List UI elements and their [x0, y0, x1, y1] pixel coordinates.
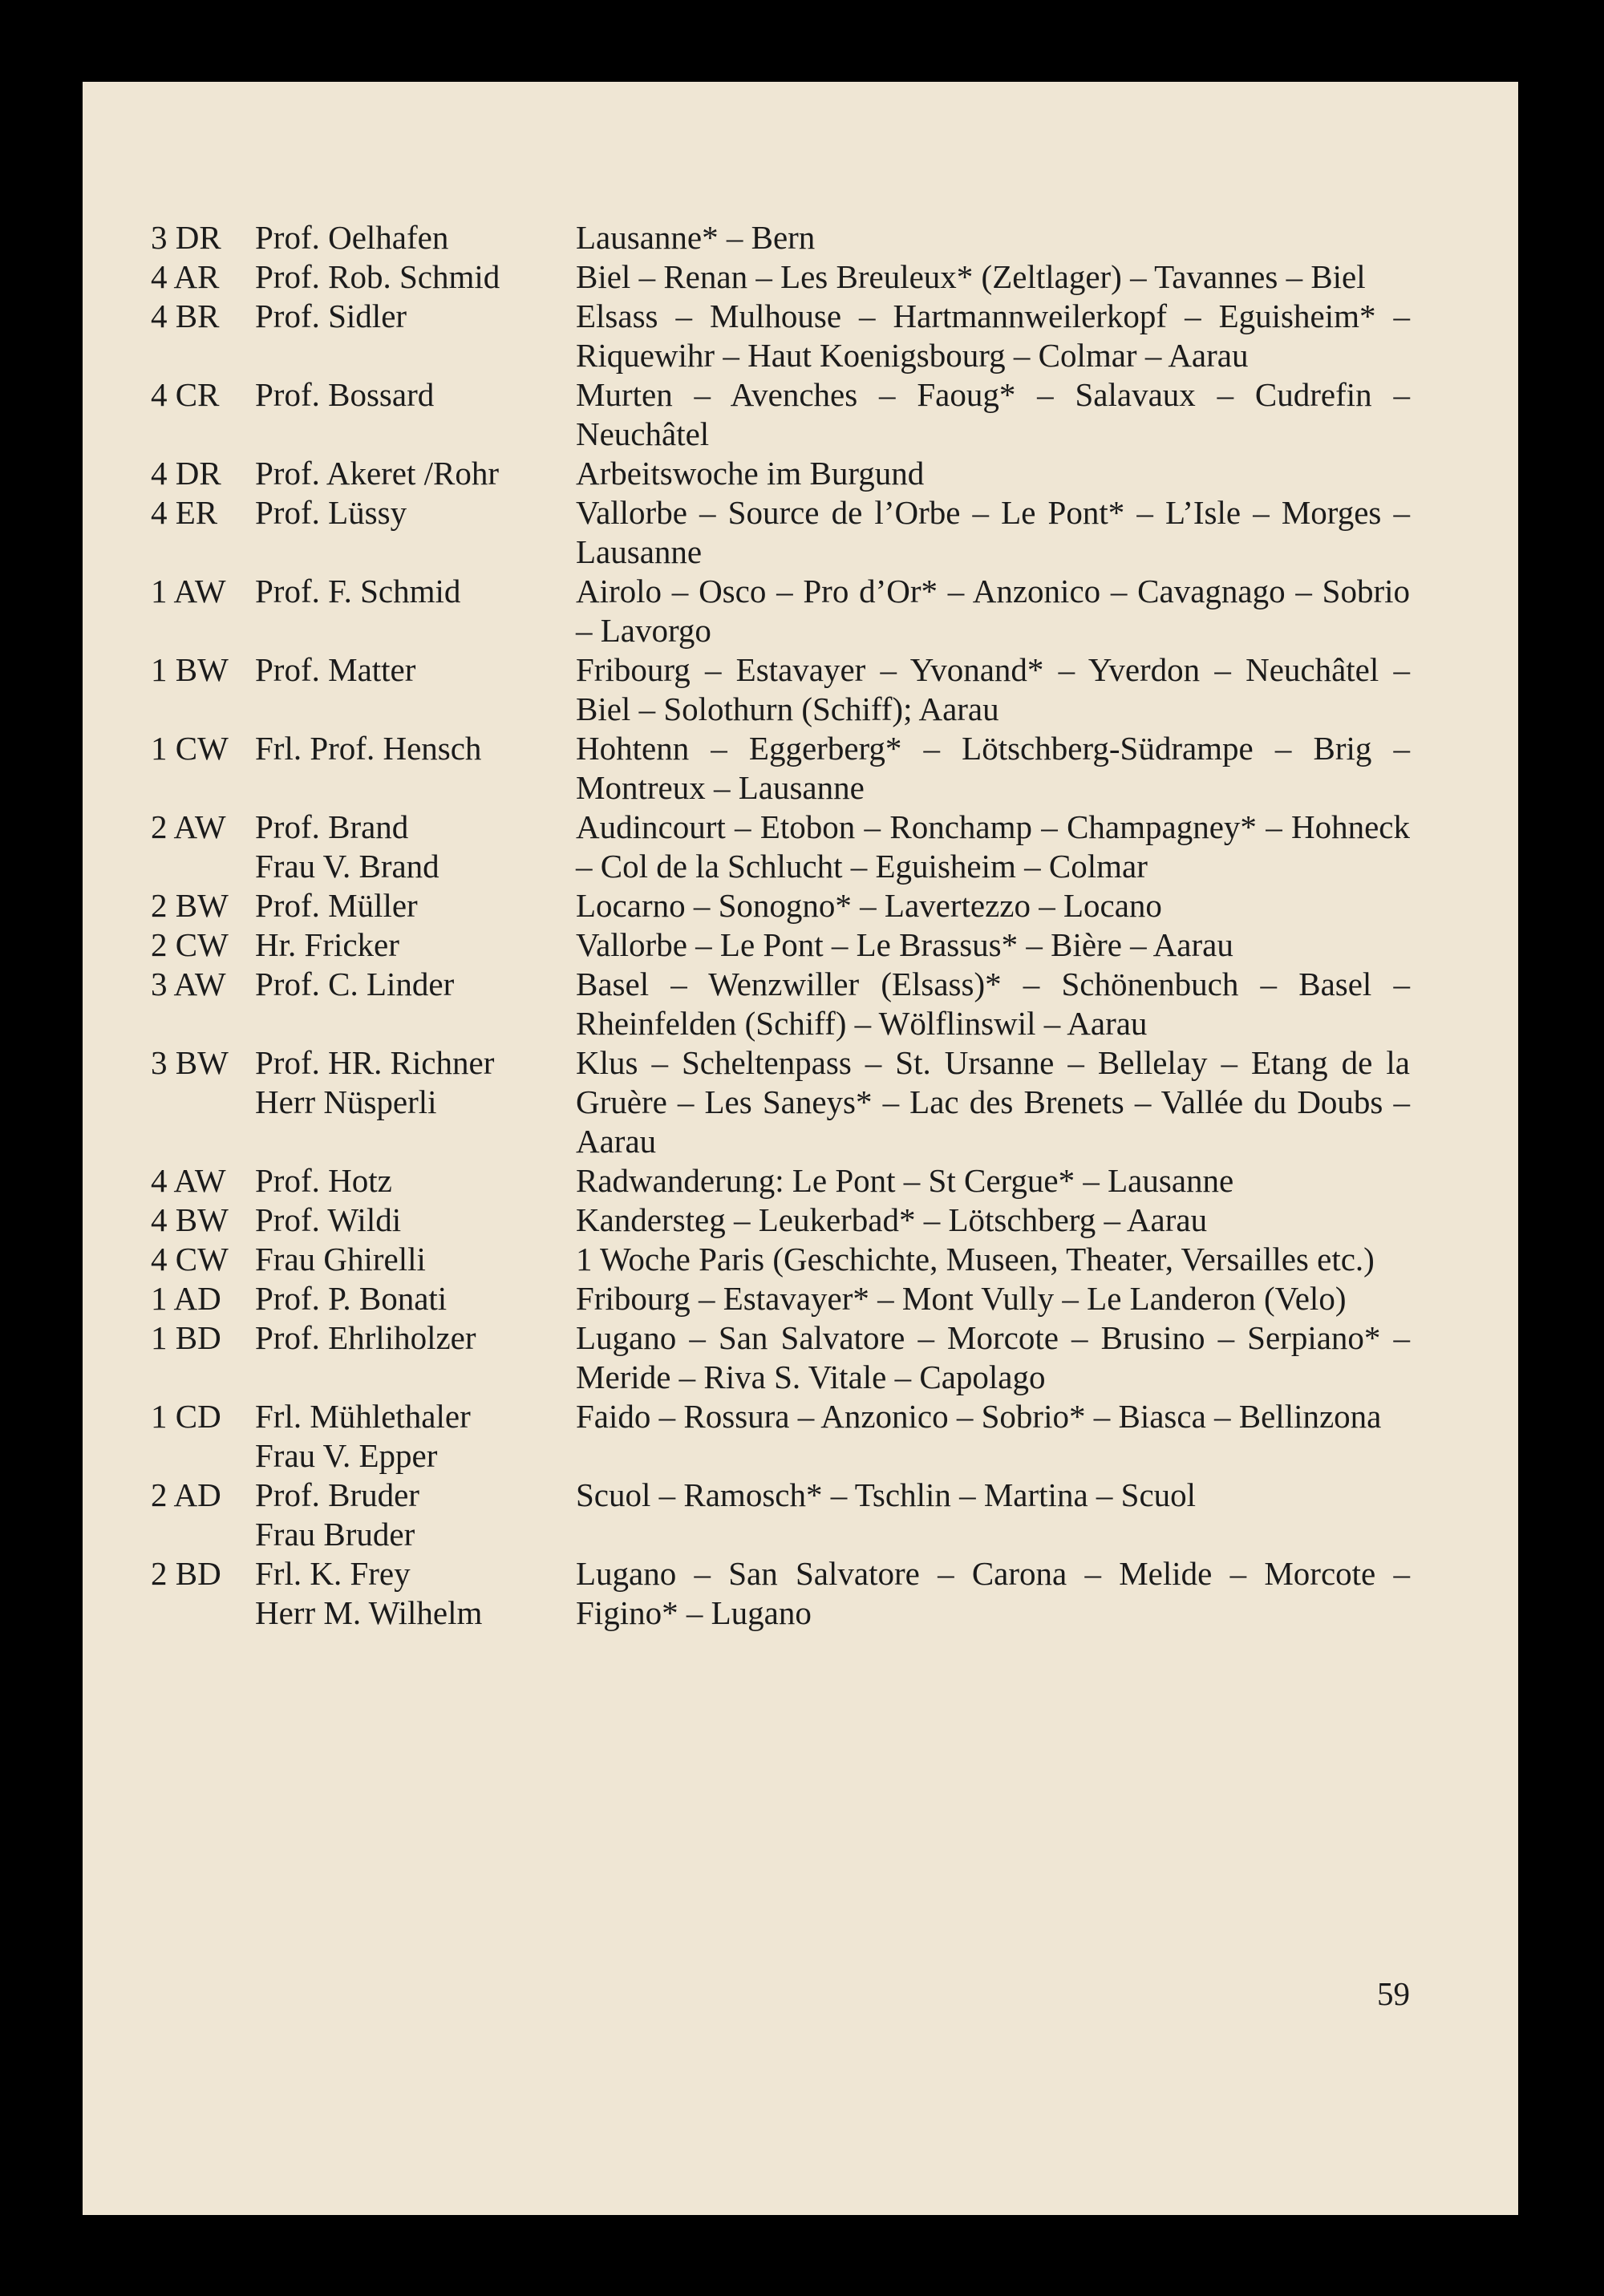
route-text: Murten – Avenches – Faoug* – Salavaux – Cudrefin – Neuchâtel: [576, 376, 1410, 452]
class-label: 4 DR: [151, 455, 221, 492]
list-item: [151, 297, 1410, 375]
list-item: [151, 218, 1410, 257]
route-text: Scuol – Ramosch* – Tschlin – Martina – Scuol: [576, 1476, 1197, 1513]
list-item: [151, 1161, 1410, 1201]
list-item: [151, 925, 1410, 965]
list-item: [151, 493, 1410, 572]
route-text: Locarno – Sonogno* – Lavertezzo – Locano: [576, 887, 1162, 924]
class-label: 4 CW: [151, 1241, 229, 1278]
class-label: 2 BW: [151, 887, 229, 924]
class-label: 4 AR: [151, 258, 220, 295]
list-item: [151, 1554, 1410, 1633]
list-item: [151, 729, 1410, 808]
class-label: 2 AW: [151, 808, 226, 845]
teacher-name: Prof. Matter: [255, 651, 416, 688]
class-label: 4 CR: [151, 376, 220, 413]
teacher-name: Hr. Fricker: [255, 926, 399, 963]
list-item: [151, 650, 1410, 729]
teacher-name: Prof. F. Schmid: [255, 573, 461, 609]
class-label: 4 ER: [151, 494, 218, 531]
class-label: 3 BW: [151, 1044, 229, 1081]
class-label: 1 CW: [151, 730, 229, 767]
class-label: 3 DR: [151, 219, 221, 256]
class-label: 2 AD: [151, 1476, 221, 1513]
route-text: Klus – Scheltenpass – St. Ursanne – Bellelay – Etang de la Gruère – Les Saneys* – Lac des Brenets – Vallée du Doubs – Aarau: [576, 1044, 1410, 1160]
teacher-name: Prof. P. Bonati: [255, 1280, 448, 1317]
teacher-name: Prof. Müller: [255, 887, 418, 924]
teacher-name: Frau Bruder: [255, 1516, 415, 1553]
route-text: Vallorbe – Source de l’Orbe – Le Pont* – L’Isle – Morges – Lausanne: [576, 494, 1410, 570]
class-label: 1 AD: [151, 1280, 221, 1317]
list-item: [151, 1043, 1410, 1161]
class-label: 2 BD: [151, 1555, 221, 1592]
class-label: 4 BW: [151, 1201, 229, 1238]
list-item: [151, 1397, 1410, 1476]
class-label: 4 BR: [151, 298, 220, 334]
route-text: Vallorbe – Le Pont – Le Brassus* – Bière – Aarau: [576, 926, 1233, 963]
teacher-name: Prof. Akeret /Rohr: [255, 455, 500, 492]
route-text: Lugano – San Salvatore – Carona – Melide – Morcote – Figino* – Lugano: [576, 1555, 1410, 1631]
class-label: 4 AW: [151, 1162, 226, 1199]
list-item: [151, 454, 1410, 493]
route-text: Kandersteg – Leukerbad* – Lötschberg – Aarau: [576, 1201, 1208, 1238]
class-label: 1 BW: [151, 651, 229, 688]
teacher-name: Prof. Bossard: [255, 376, 435, 413]
route-text: Faido – Rossura – Anzonico – Sobrio* – Biasca – Bellinzona: [576, 1398, 1382, 1435]
route-text: Arbeitswoche im Burgund: [576, 455, 925, 492]
list-item: [151, 257, 1410, 297]
teacher-name: Frau Ghirelli: [255, 1241, 426, 1278]
class-label: 1 CD: [151, 1398, 221, 1435]
teacher-name: Frl. K. Frey: [255, 1555, 411, 1592]
list-item: [151, 1201, 1410, 1240]
teacher-name: Frau V. Brand: [255, 848, 439, 885]
class-label: 1 BD: [151, 1319, 221, 1356]
teacher-name: Prof. Lüssy: [255, 494, 407, 531]
route-text: Radwanderung: Le Pont – St Cergue* – Lausanne: [576, 1162, 1234, 1199]
route-text: Biel – Renan – Les Breuleux* (Zeltlager) – Tavannes – Biel: [576, 258, 1366, 295]
teacher-name: Frl. Prof. Hensch: [255, 730, 482, 767]
book-page: [83, 82, 1518, 2215]
route-text: Lausanne* – Bern: [576, 219, 816, 256]
class-label: 3 AW: [151, 966, 226, 1002]
list-item: [151, 1318, 1410, 1397]
route-text: Hohtenn – Eggerberg* – Lötschberg-Südrampe – Brig – Montreux – Lausanne: [576, 730, 1410, 806]
teacher-name: Prof. Brand: [255, 808, 409, 845]
route-text: Elsass – Mulhouse – Hartmannweilerkopf – Eguisheim* – Riquewihr – Haut Koenigsbourg – Colmar – Aarau: [576, 298, 1410, 374]
route-text: 1 Woche Paris (Geschichte, Museen, Theater, Versailles etc.): [576, 1241, 1375, 1278]
route-text: Airolo – Osco – Pro d’Or* – Anzonico – Cavagnago – Sobrio – Lavorgo: [576, 573, 1410, 649]
class-label: 1 AW: [151, 573, 226, 609]
route-text: Audincourt – Etobon – Ronchamp – Champagney* – Hohneck – Col de la Schlucht – Eguisheim – Colmar: [576, 808, 1410, 885]
teacher-name: Prof. Rob. Schmid: [255, 258, 500, 295]
route-text: Lugano – San Salvatore – Morcote – Brusino – Serpiano* – Meride – Riva S. Vitale – Capolago: [576, 1319, 1410, 1395]
teacher-name: Prof. Hotz: [255, 1162, 392, 1199]
route-text: Basel – Wenzwiller (Elsass)* – Schönenbuch – Basel – Rheinfelden (Schiff) – Wölflinswil – Aarau: [576, 966, 1410, 1042]
route-text: Fribourg – Estavayer* – Mont Vully – Le Landeron (Velo): [576, 1280, 1347, 1317]
list-item: [151, 375, 1410, 454]
teacher-name: Prof. Sidler: [255, 298, 407, 334]
teacher-name: Prof. C. Linder: [255, 966, 455, 1002]
teacher-name: Frau V. Epper: [255, 1437, 438, 1474]
teacher-name: Prof. Wildi: [255, 1201, 402, 1238]
teacher-name: Herr M. Wilhelm: [255, 1594, 483, 1631]
teacher-name: Prof. Ehrliholzer: [255, 1319, 476, 1356]
list-item: [151, 808, 1410, 886]
list-item: [151, 886, 1410, 925]
teacher-name: Prof. HR. Richner: [255, 1044, 495, 1081]
list-item: [151, 1476, 1410, 1554]
list-item: [151, 965, 1410, 1043]
list-item: [151, 572, 1410, 650]
teacher-name: Prof. Oelhafen: [255, 219, 449, 256]
list-item: [151, 1279, 1410, 1318]
route-text: Fribourg – Estavayer – Yvonand* – Yverdon – Neuchâtel – Biel – Solothurn (Schiff); Aarau: [576, 651, 1410, 727]
teacher-name: Frl. Mühlethaler: [255, 1398, 471, 1435]
class-label: 2 CW: [151, 926, 229, 963]
teacher-name: Prof. Bruder: [255, 1476, 419, 1513]
excursion-list: [151, 218, 1410, 1633]
list-item: [151, 1240, 1410, 1279]
teacher-name: Herr Nüsperli: [255, 1083, 437, 1120]
page-number: 59: [1377, 1975, 1410, 2012]
